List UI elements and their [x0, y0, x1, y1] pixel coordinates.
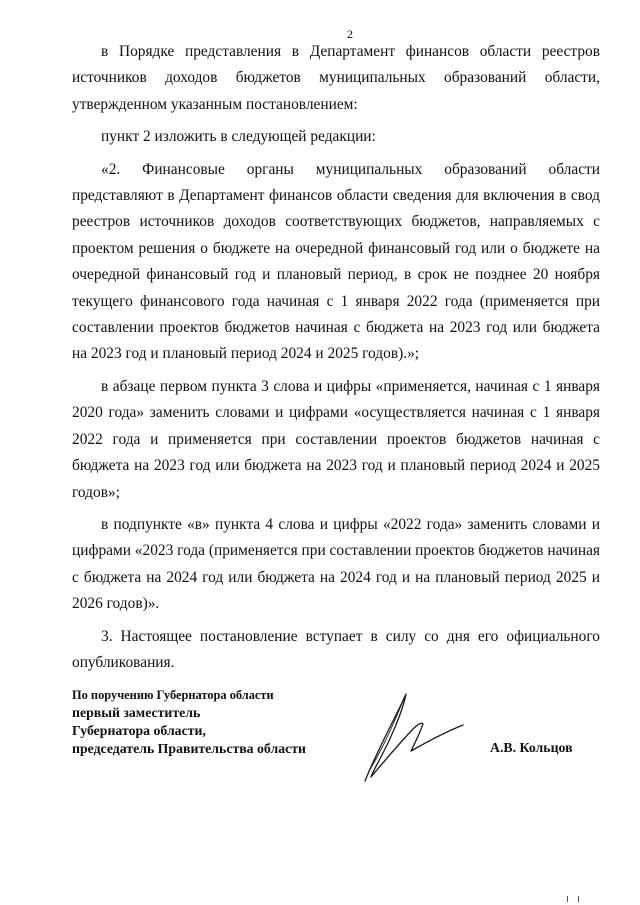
page-number: 2 — [347, 27, 353, 41]
signatory-title — [72, 686, 306, 758]
paragraph-effective-date: 3. Настоящее постановление вступает в силу со дня его официального опубликования. — [72, 627, 600, 671]
paragraph-procedure-intro: в Порядке представления в Департамент финансов области реестров источников доходов бюджетов муниципальных образований области, утвержденном указанным постановлением: — [72, 43, 600, 113]
signatory-name: А.В. Кольцов — [490, 740, 573, 755]
signatory-line-2: первый заместитель — [72, 705, 201, 720]
signatory-line-3: Губернатора области, — [72, 723, 206, 738]
signature-block — [72, 686, 612, 806]
signatory-line-4: председатель Правительства области — [72, 741, 306, 756]
signatory-line-1: По поручению Губернатора области — [72, 688, 274, 702]
paragraph-point4-change: в подпункте «в» пункта 4 слова и цифры «2022 года» заменить словами и цифрами «2023 года (применяется при составлении проектов бюджетов начиная с бюджета на 2024 год или бюджета на 2024 год и на плановый период 2025 и 2026 годов)». — [72, 515, 600, 613]
handwritten-signature — [359, 691, 469, 786]
paragraph-point2-text: «2. Финансовые органы муниципальных образований области представляют в Департамент финансов области сведения для включения в свод реестров источников доходов соответствующих бюджетов, направляемых с проектом решения о бюджете на очередной финансовый год или о бюджете на очередной финансовый год и плановый период, в срок не позднее 20 ноября текущего финансового года начиная с 1 января 2022 года (применяется при составлении проектов бюджетов начиная с бюджета на 2023 год или бюджета на 2023 год и плановый период 2024 и 2025 годов).»; — [72, 160, 600, 363]
paragraph-point2-instruction: пункт 2 изложить в следующей редакции: — [101, 128, 376, 146]
document-body — [72, 39, 600, 676]
paragraph-point3-change: в абзаце первом пункта 3 слова и цифры «применяется, начиная с 1 января 2020 года» заменить словами и цифрами «осуществляется начиная с 1 января 2022 года и применяется при составлении проектов бюджетов начиная с бюджета на 2023 год или бюджета на 2023 год и плановый период 2024 и 2025 годов»; — [72, 377, 600, 501]
page-corner-mark — [566, 896, 582, 902]
